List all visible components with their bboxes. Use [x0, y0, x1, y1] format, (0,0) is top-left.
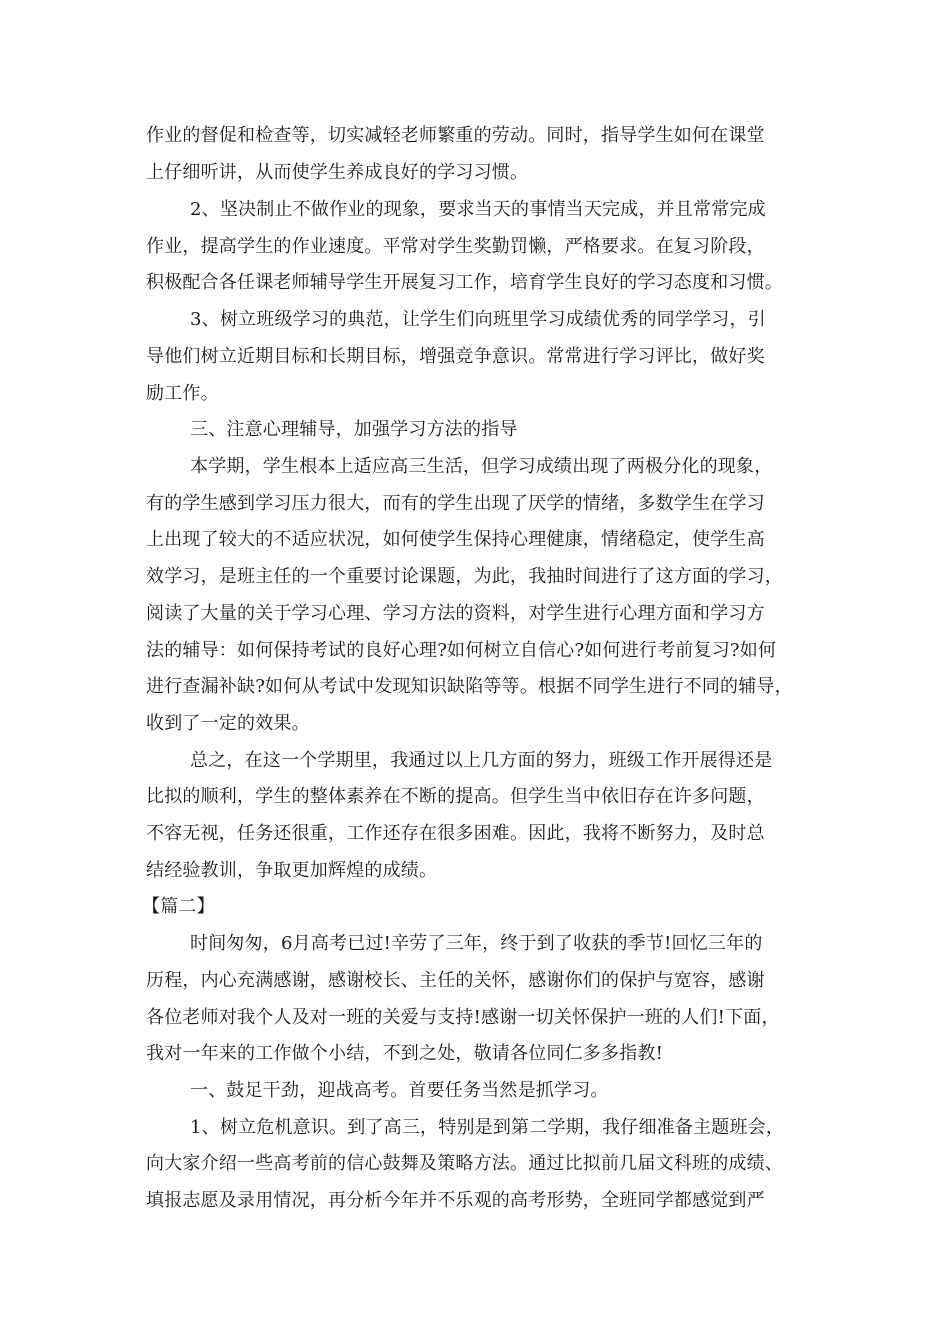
- paragraph-line: 作业的督促和检查等，切实减轻老师繁重的劳动。同时，指导学生如何在课堂: [146, 125, 765, 146]
- paragraph-line: 收到了一定的效果。: [146, 713, 310, 734]
- paragraph-line: 我对一年来的工作做个小结，不到之处，敬请各位同仁多多指教!: [146, 1043, 664, 1064]
- paragraph-line: 不容无视，任务还很重，工作还存在很多困难。因此，我将不断努力，及时总: [146, 823, 765, 844]
- paragraph-line: 3、树立班级学习的典范，让学生们向班里学习成绩优秀的同学学习，引: [190, 309, 766, 330]
- paragraph-line: 有的学生感到学习压力很大，而有的学生出现了厌学的情绪，多数学生在学习: [146, 493, 765, 514]
- paragraph-line: 效学习，是班主任的一个重要讨论课题，为此，我抽时间进行了这方面的学习，: [146, 566, 783, 587]
- paragraph-line: 进行查漏补缺?如何从考试中发现知识缺陷等等。根据不同学生进行不同的辅导，: [146, 676, 793, 697]
- paragraph-line: 上出现了较大的不适应状况，如何使学生保持心理健康，情绪稳定，使学生高: [146, 529, 765, 550]
- paragraph-line: 导他们树立近期目标和长期目标，增强竞争意识。常常进行学习评比，做好奖: [146, 346, 765, 367]
- paragraph-line: 总之，在这一个学期里，我通过以上几方面的努力，班级工作开展得还是: [190, 750, 773, 771]
- paragraph-line: 结经验教训，争取更加辉煌的成绩。: [146, 860, 438, 881]
- paragraph-line: 填报志愿及录用情况，再分析今年并不乐观的高考形势，全班同学都感觉到严: [146, 1190, 765, 1211]
- paragraph-line: 时间匆匆，6月高考已过!辛劳了三年，终于到了收获的季节!回忆三年的: [190, 933, 763, 954]
- paragraph-line: 积极配合各任课老师辅导学生开展复习工作，培育学生良好的学习态度和习惯。: [146, 272, 783, 293]
- section-heading: 一、鼓足干劲，迎战高考。首要任务当然是抓学习。: [190, 1080, 609, 1101]
- paragraph-line: 各位老师对我个人及对一班的关爱与支持!感谢一切关怀保护一班的人们!下面，: [146, 1007, 780, 1028]
- paragraph-line: 作业，提高学生的作业速度。平常对学生奖勤罚懒，严格要求。在复习阶段，: [146, 236, 765, 257]
- paragraph-line: 2、坚决制止不做作业的现象，要求当天的事情当天完成，并且常常完成: [190, 199, 766, 220]
- paragraph-line: 本学期，学生根本上适应高三生活，但学习成绩出现了两极分化的现象，: [190, 456, 773, 477]
- part-heading: 【篇二】: [142, 896, 215, 917]
- paragraph-line: 法的辅导：如何保持考试的良好心理?如何树立自信心?如何进行考前复习?如何: [146, 640, 777, 661]
- section-heading: 三、注意心理辅导，加强学习方法的指导: [190, 419, 518, 440]
- paragraph-line: 上仔细听讲，从而使学生养成良好的学习习惯。: [146, 162, 529, 183]
- paragraph-line: 阅读了大量的关于学习心理、学习方法的资料，对学生进行心理方面和学习方: [146, 603, 765, 624]
- paragraph-line: 历程，内心充满感谢，感谢校长、主任的关怀，感谢你们的保护与宽容，感谢: [146, 970, 765, 991]
- paragraph-line: 1、树立危机意识。到了高三，特别是到第二学期，我仔细准备主题班会，: [190, 1117, 785, 1138]
- paragraph-line: 励工作。: [146, 383, 219, 404]
- paragraph-line: 向大家介绍一些高考前的信心鼓舞及策略方法。通过比拟前几届文科班的成绩、: [146, 1153, 783, 1174]
- paragraph-line: 比拟的顺利，学生的整体素养在不断的提高。但学生当中依旧存在许多问题，: [146, 786, 765, 807]
